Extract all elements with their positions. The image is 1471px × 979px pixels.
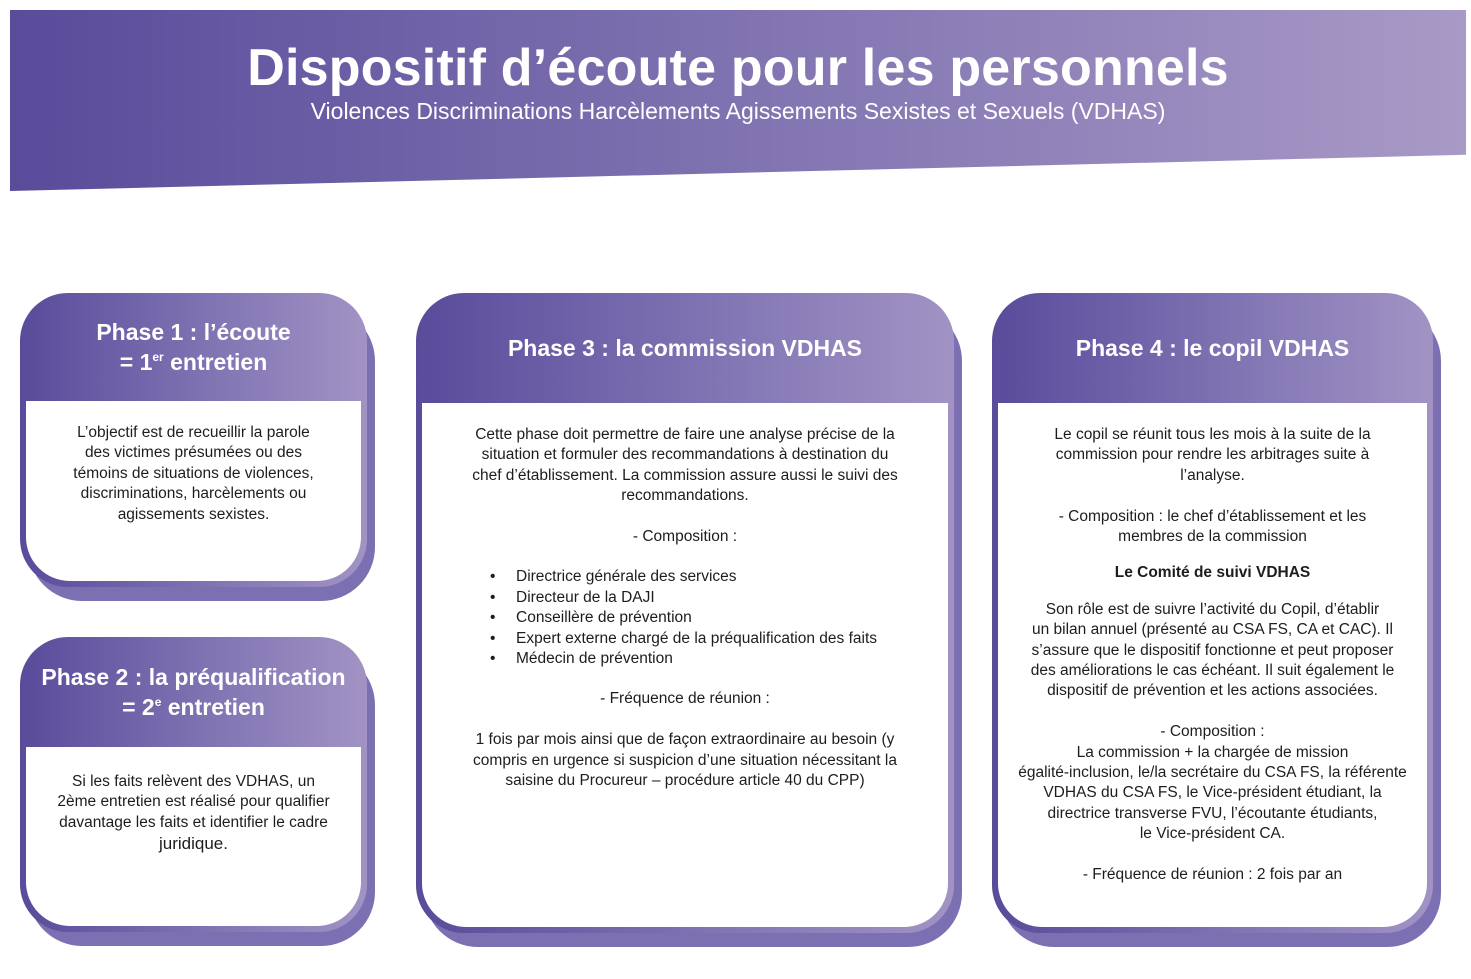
phase-1-title: Phase 1 : l’écoute [96, 319, 291, 345]
text-line: 1 fois par mois ainsi que de façon extraordinaire au besoin (y [475, 731, 895, 749]
phase-1-subtitle: = 1er entretien [119, 349, 268, 375]
phase-2-card [20, 637, 367, 932]
text-line: - Composition : [1160, 723, 1265, 741]
text-line: commission pour rendre les arbitrages suite à [1055, 446, 1370, 464]
card-frame [20, 637, 367, 932]
text-line: Cette phase doit permettre de faire une analyse précise de la [475, 426, 895, 443]
text-line: Le copil se réunit tous les mois à la suite de la [1054, 426, 1371, 443]
phase-3-title: Phase 3 : la commission VDHAS [507, 335, 863, 361]
phase-3-body [422, 403, 948, 927]
text-line: compris en urgence si suspicion d’une situation nécessitant la [473, 751, 897, 769]
text-line: VDHAS du CSA FS, le Vice-président étudiant, la [1043, 784, 1382, 802]
text-line: davantage les faits et identifier le cadre [59, 813, 328, 831]
text-line: L’objectif est de recueillir la parole [77, 424, 310, 441]
list-item: • Expert externe chargé de la préqualification des faits [448, 629, 922, 649]
list-item: • Médecin de prévention [448, 649, 922, 669]
text-line: - Composition : le chef d’établissement et les [1058, 507, 1367, 525]
list-item: • Directeur de la DAJI [448, 588, 922, 608]
text-line: des victimes présumées ou des [84, 444, 303, 462]
phase-2-header [20, 637, 367, 747]
bullet-icon: • [490, 649, 496, 667]
phase-1-header [20, 293, 367, 401]
text-line: égalité-inclusion, le/la secrétaire du CSA FS, la référente [1018, 764, 1407, 782]
phase-4-header [992, 293, 1433, 403]
text-line: le Vice-président CA. [1139, 825, 1286, 843]
phase-3-header [416, 293, 954, 403]
composition-label: - Composition : [632, 528, 738, 546]
committee-title: Le Comité de suivi VDHAS [1114, 564, 1311, 582]
text-line: un bilan annuel (présenté au CSA FS, CA et CAC). Il [1032, 621, 1393, 639]
text-line: membres de la commission [1118, 528, 1307, 546]
card-frame [20, 293, 367, 587]
phase-2-subtitle: = $2^e$ entretien [122, 694, 265, 720]
card-frame [416, 293, 954, 933]
text-line: chef d’établissement. La commission assure aussi le suivi des [472, 466, 898, 484]
phase-2-title: Phase 2 : la préqualification [41, 664, 346, 690]
phase-2-body [26, 747, 361, 926]
bullet-icon: • [490, 629, 496, 647]
text-line: La commission + la chargée de mission [1076, 743, 1349, 761]
bullet-icon: • [490, 568, 496, 586]
phase-4-title: Phase 4 : le copil VDHAS [1075, 335, 1350, 361]
card-frame [992, 293, 1433, 933]
phase-4-body [998, 403, 1427, 927]
text-line: s’assure que le dispositif fonctionne et peut proposer [1031, 641, 1394, 659]
frequency-label: - Fréquence de réunion : [600, 690, 770, 708]
phase-3-card [416, 293, 954, 933]
text-line: juridique. [159, 834, 228, 854]
text-line: dispositif de prévention et les actions associées. [1047, 682, 1378, 700]
page-title: Dispositif d’écoute pour les personnels [247, 39, 1229, 97]
text-line: situation et formuler des recommandations à destination du [481, 446, 889, 464]
bullet-icon: • [490, 588, 496, 606]
text-line: saisine du Procureur – procédure article 40 du CPP) [505, 771, 865, 789]
list-item: • Conseillère de prévention [448, 608, 922, 628]
bullet-icon: • [490, 609, 496, 627]
phase-4-card [992, 293, 1433, 933]
text-line: 2ème entretien est réalisé pour qualifier [57, 793, 330, 811]
members-list [448, 567, 922, 669]
text-line: recommandations. [621, 487, 749, 505]
text-line: des améliorations le cas échéant. Il suit également le [1030, 662, 1395, 680]
text-line: discriminations, harcèlements ou [80, 485, 307, 503]
text-line: l’analyse. [1180, 466, 1245, 484]
text-line: Son rôle est de suivre l’activité du Copil, d’établir [1045, 600, 1380, 618]
text-line: Si les faits relèvent des VDHAS, un [72, 773, 315, 790]
text-line: directrice transverse FVU, l’écoutante étudiants, [1047, 804, 1378, 822]
frequency-line: - Fréquence de réunion : 2 fois par an [1082, 866, 1343, 884]
list-item: • Directrice générale des services [448, 567, 922, 587]
page-subtitle: Violences Discriminations Harcèlements Agissements Sexistes et Sexuels (VDHAS) [310, 98, 1166, 124]
text-line: agissements sexistes. [117, 505, 270, 523]
text-line: témoins de situations de violences, [73, 464, 314, 482]
phase-1-body [26, 401, 361, 581]
phase-1-card [20, 293, 367, 587]
